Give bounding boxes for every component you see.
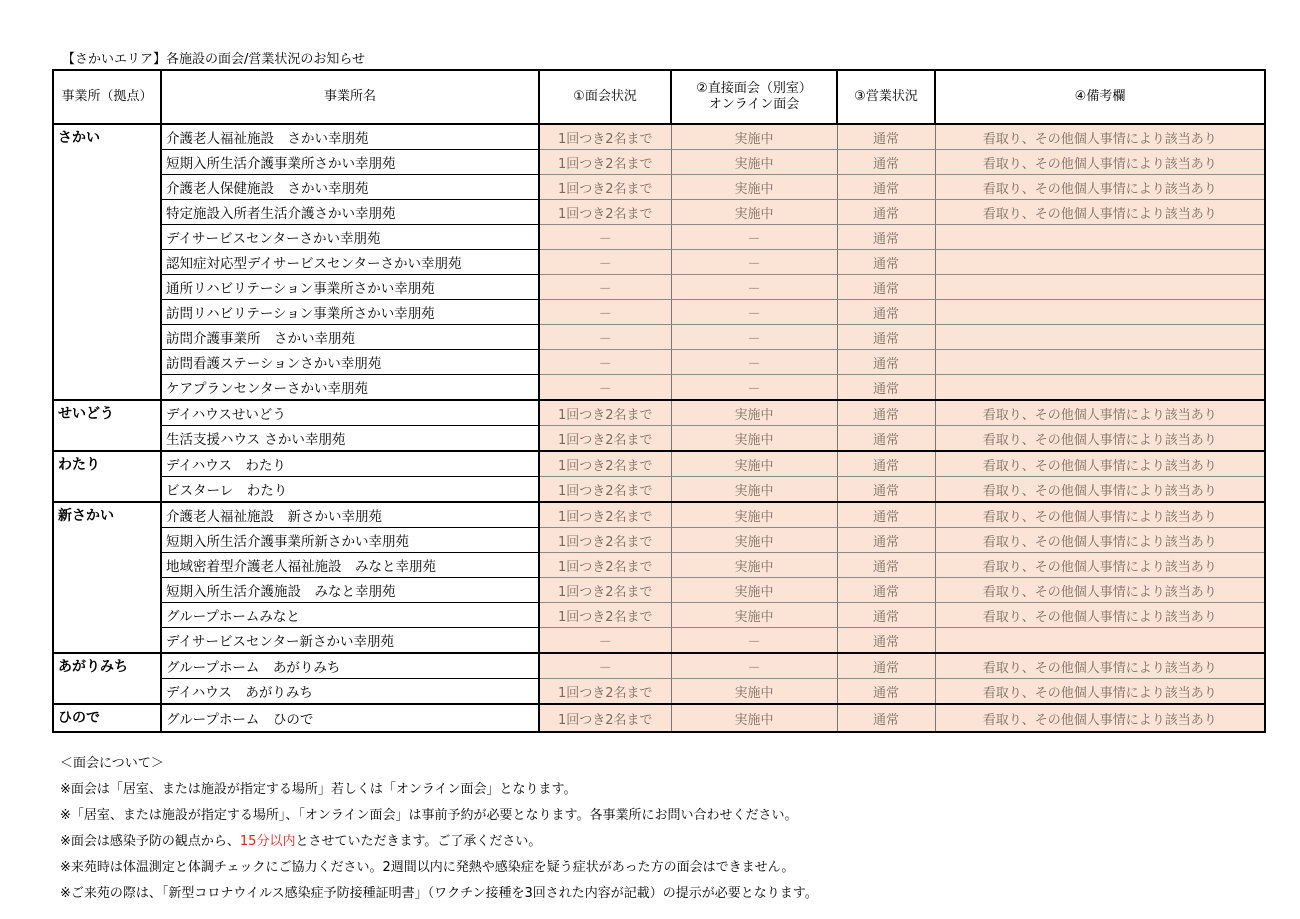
visit-method-cell: 実施中 [671, 426, 837, 452]
facility-name-cell: 介護老人保健施設 さかい幸朋苑 [161, 175, 539, 200]
note-line-5: ※ご来苑の際は、「新型コロナウイルス感染症予防接種証明書」（ワクチン接種を3回された内容が記載）の提示が必要となります。 [60, 886, 818, 901]
note-line-1: ※面会は「居室、または施設が指定する場所」若しくは「オンライン面会」となります。 [60, 782, 577, 797]
remarks-cell: 看取り、その他個人事情により該当あり [935, 426, 1265, 452]
header-business-status: ③営業状況 [837, 70, 935, 124]
area-cell: あがりみち [53, 653, 161, 704]
remarks-cell: 看取り、その他個人事情により該当あり [935, 603, 1265, 628]
visit-status-cell: 1回つき2名まで [539, 124, 671, 150]
note-line-3 [60, 829, 818, 855]
table-row [53, 325, 1265, 350]
header-visit-method-line2: オンライン面会 [708, 97, 800, 112]
visit-method-cell: 実施中 [671, 451, 837, 477]
remarks-cell: 看取り、その他個人事情により該当あり [935, 679, 1265, 705]
visit-method-cell: 実施中 [671, 553, 837, 578]
business-status-cell: 通常 [837, 578, 935, 603]
visit-method-cell: － [671, 250, 837, 275]
remarks-cell: 看取り、その他個人事情により該当あり [935, 653, 1265, 679]
visit-notes [60, 751, 818, 907]
business-status-cell: 通常 [837, 375, 935, 401]
business-status-cell: 通常 [837, 325, 935, 350]
visit-status-cell: 1回つき2名まで [539, 578, 671, 603]
table-body [53, 124, 1265, 732]
visit-method-cell: 実施中 [671, 704, 837, 732]
business-status-cell: 通常 [837, 502, 935, 528]
facility-name-cell: 訪問介護事業所 さかい幸朋苑 [161, 325, 539, 350]
business-status-cell: 通常 [837, 400, 935, 426]
visit-method-cell: － [671, 628, 837, 654]
remarks-cell [935, 300, 1265, 325]
visit-method-cell: － [671, 225, 837, 250]
table-row [53, 477, 1265, 503]
visit-method-cell: 実施中 [671, 400, 837, 426]
facility-name-cell: グループホーム あがりみち [161, 653, 539, 679]
facility-name-cell: デイハウス わたり [161, 451, 539, 477]
visit-status-cell: 1回つき2名まで [539, 426, 671, 452]
business-status-cell: 通常 [837, 704, 935, 732]
visit-method-cell: 実施中 [671, 175, 837, 200]
table-row [53, 250, 1265, 275]
business-status-cell: 通常 [837, 250, 935, 275]
facility-name-cell: デイサービスセンター新さかい幸朋苑 [161, 628, 539, 654]
visit-status-cell: 1回つき2名まで [539, 553, 671, 578]
facility-name-cell: デイサービスセンターさかい幸朋苑 [161, 225, 539, 250]
facility-name-cell: ケアプランセンターさかい幸朋苑 [161, 375, 539, 401]
business-status-cell: 通常 [837, 528, 935, 553]
table-row [53, 679, 1265, 705]
facility-name-cell: 訪問看護ステーションさかい幸朋苑 [161, 350, 539, 375]
table-row [53, 275, 1265, 300]
table-row [53, 704, 1265, 732]
business-status-cell: 通常 [837, 679, 935, 705]
visit-status-cell: 1回つき2名まで [539, 704, 671, 732]
table-row [53, 578, 1265, 603]
area-cell: わたり [53, 451, 161, 502]
facility-name-cell: デイハウスせいどう [161, 400, 539, 426]
header-visit-status: ①面会状況 [539, 70, 671, 124]
business-status-cell: 通常 [837, 175, 935, 200]
area-cell: せいどう [53, 400, 161, 451]
visit-status-cell: 1回つき2名まで [539, 603, 671, 628]
facility-name-cell: 介護老人福祉施設 さかい幸朋苑 [161, 124, 539, 150]
facility-name-cell: グループホームみなと [161, 603, 539, 628]
remarks-cell: 看取り、その他個人事情により該当あり [935, 528, 1265, 553]
remarks-cell: 看取り、その他個人事情により該当あり [935, 451, 1265, 477]
table-row [53, 628, 1265, 654]
table-row [53, 375, 1265, 401]
visit-status-cell: 1回つき2名まで [539, 679, 671, 705]
visit-status-cell: 1回つき2名まで [539, 150, 671, 175]
table-row [53, 350, 1265, 375]
table-row [53, 603, 1265, 628]
visit-status-cell: － [539, 300, 671, 325]
visit-method-cell: － [671, 325, 837, 350]
visit-status-cell: － [539, 350, 671, 375]
remarks-cell: 看取り、その他個人事情により該当あり [935, 400, 1265, 426]
note-line-3-start: ※面会は感染予防の観点から、 [60, 834, 240, 849]
table-row [53, 400, 1265, 426]
visit-method-cell: － [671, 653, 837, 679]
visit-method-cell: 実施中 [671, 150, 837, 175]
visit-method-cell: 実施中 [671, 528, 837, 553]
remarks-cell: 看取り、その他個人事情により該当あり [935, 502, 1265, 528]
remarks-cell: 看取り、その他個人事情により該当あり [935, 124, 1265, 150]
page-title: 【さかいエリア】各施設の面会/営業状況のお知らせ [62, 52, 365, 67]
visit-status-cell: 1回つき2名まで [539, 502, 671, 528]
visit-status-cell: － [539, 628, 671, 654]
visit-method-cell: 実施中 [671, 124, 837, 150]
business-status-cell: 通常 [837, 603, 935, 628]
header-remarks: ④備考欄 [935, 70, 1265, 124]
note-line-2: ※「居室、または施設が指定する場所」、「オンライン面会」は事前予約が必要となります。各事業所にお問い合わせください。 [60, 808, 798, 823]
facility-name-cell: グループホーム ひので [161, 704, 539, 732]
visit-method-cell: － [671, 350, 837, 375]
visit-status-cell: － [539, 275, 671, 300]
note-time-limit-highlight: 15分以内 [239, 834, 296, 849]
visit-method-cell: 実施中 [671, 477, 837, 503]
remarks-cell [935, 250, 1265, 275]
visit-status-cell: － [539, 375, 671, 401]
business-status-cell: 通常 [837, 200, 935, 225]
visit-status-cell: 1回つき2名まで [539, 477, 671, 503]
business-status-cell: 通常 [837, 300, 935, 325]
visit-status-cell: 1回つき2名まで [539, 528, 671, 553]
visit-status-cell: 1回つき2名まで [539, 451, 671, 477]
table-row [53, 553, 1265, 578]
header-visit-method-line1: ②直接面会（別室） [696, 81, 812, 96]
remarks-cell [935, 350, 1265, 375]
remarks-cell: 看取り、その他個人事情により該当あり [935, 578, 1265, 603]
header-area: 事業所（拠点） [53, 70, 161, 124]
business-status-cell: 通常 [837, 477, 935, 503]
facility-name-cell: 認知症対応型デイサービスセンターさかい幸朋苑 [161, 250, 539, 275]
table-row [53, 150, 1265, 175]
table-row [53, 528, 1265, 553]
business-status-cell: 通常 [837, 451, 935, 477]
facility-name-cell: 通所リハビリテーション事業所さかい幸朋苑 [161, 275, 539, 300]
visit-method-cell: 実施中 [671, 502, 837, 528]
visit-method-cell: 実施中 [671, 603, 837, 628]
business-status-cell: 通常 [837, 426, 935, 452]
table-row [53, 124, 1265, 150]
table-row [53, 502, 1265, 528]
remarks-cell: 看取り、その他個人事情により該当あり [935, 200, 1265, 225]
remarks-cell: 看取り、その他個人事情により該当あり [935, 704, 1265, 732]
business-status-cell: 通常 [837, 124, 935, 150]
facility-name-cell: 生活支援ハウス さかい幸朋苑 [161, 426, 539, 452]
visit-status-cell: － [539, 325, 671, 350]
visit-method-cell: － [671, 275, 837, 300]
business-status-cell: 通常 [837, 275, 935, 300]
business-status-cell: 通常 [837, 350, 935, 375]
facility-name-cell: 介護老人福祉施設 新さかい幸朋苑 [161, 502, 539, 528]
remarks-cell [935, 275, 1265, 300]
facility-name-cell: 短期入所生活介護施設 みなと幸朋苑 [161, 578, 539, 603]
visit-status-cell: － [539, 250, 671, 275]
header-visit-method [671, 70, 837, 124]
visit-status-cell: － [539, 225, 671, 250]
visit-method-cell: 実施中 [671, 578, 837, 603]
remarks-cell: 看取り、その他個人事情により該当あり [935, 150, 1265, 175]
visit-method-cell: 実施中 [671, 200, 837, 225]
facility-name-cell: 短期入所生活介護事業所さかい幸朋苑 [161, 150, 539, 175]
remarks-cell [935, 225, 1265, 250]
area-cell: さかい [53, 124, 161, 400]
table-row [53, 451, 1265, 477]
visit-method-cell: － [671, 300, 837, 325]
table-row [53, 200, 1265, 225]
visit-method-cell: － [671, 375, 837, 401]
facility-name-cell: 短期入所生活介護事業所新さかい幸朋苑 [161, 528, 539, 553]
visit-method-cell: 実施中 [671, 679, 837, 705]
table-row [53, 175, 1265, 200]
business-status-cell: 通常 [837, 553, 935, 578]
table-row [53, 426, 1265, 452]
table-row [53, 653, 1265, 679]
business-status-cell: 通常 [837, 225, 935, 250]
remarks-cell: 看取り、その他個人事情により該当あり [935, 477, 1265, 503]
visit-status-cell: 1回つき2名まで [539, 400, 671, 426]
area-cell: 新さかい [53, 502, 161, 653]
note-line-3-end: とさせていただきます。ご了承ください。 [295, 834, 542, 849]
facility-status-table [52, 69, 1266, 733]
business-status-cell: 通常 [837, 628, 935, 654]
facility-name-cell: 地域密着型介護老人福祉施設 みなと幸朋苑 [161, 553, 539, 578]
facility-name-cell: ビスターレ わたり [161, 477, 539, 503]
area-cell: ひので [53, 704, 161, 732]
facility-name-cell: デイハウス あがりみち [161, 679, 539, 705]
table-row [53, 225, 1265, 250]
remarks-cell [935, 325, 1265, 350]
remarks-cell: 看取り、その他個人事情により該当あり [935, 175, 1265, 200]
visit-status-cell: 1回つき2名まで [539, 175, 671, 200]
remarks-cell [935, 628, 1265, 654]
table-header-row [53, 70, 1265, 124]
business-status-cell: 通常 [837, 150, 935, 175]
note-line-4: ※来苑時は体温測定と体調チェックにご協力ください。2週間以内に発熱や感染症を疑う症状があった方の面会はできません。 [60, 860, 795, 875]
remarks-cell [935, 375, 1265, 401]
header-facility-name: 事業所名 [161, 70, 539, 124]
notes-heading: ＜面会について＞ [60, 756, 164, 771]
remarks-cell: 看取り、その他個人事情により該当あり [935, 553, 1265, 578]
business-status-cell: 通常 [837, 653, 935, 679]
facility-name-cell: 訪問リハビリテーション事業所さかい幸朋苑 [161, 300, 539, 325]
visit-status-cell: － [539, 653, 671, 679]
facility-name-cell: 特定施設入所者生活介護さかい幸朋苑 [161, 200, 539, 225]
visit-status-cell: 1回つき2名まで [539, 200, 671, 225]
table-row [53, 300, 1265, 325]
